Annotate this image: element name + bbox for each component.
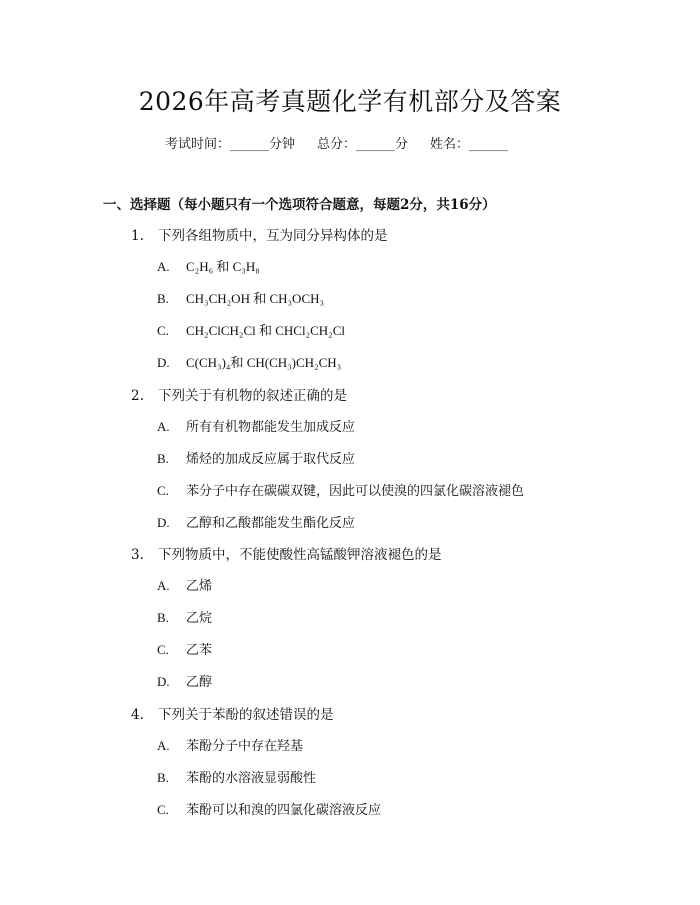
option-3d	[157, 671, 212, 690]
option-text: 苯分子中存在碳碳双键，因此可以使溴的四氯化碳溶液褪色	[186, 484, 525, 499]
option-text: 苯酚可以和溴的四氯化碳溶液反应	[186, 803, 382, 818]
option-letter: B.	[157, 610, 169, 625]
question-number: 4.	[131, 707, 144, 723]
option-text: 乙醇	[186, 675, 213, 690]
question-1	[131, 224, 388, 244]
option-letter: C.	[157, 802, 169, 817]
document-title: 2026年高考真题化学有机部分及答案	[138, 87, 562, 116]
exam-meta	[165, 133, 508, 152]
option-text: C₂H₆ 和 C₃H₈	[186, 259, 260, 274]
option-text: 苯酚的水溶液显弱酸性	[186, 771, 317, 786]
option-text: 乙烯	[186, 579, 213, 594]
option-3c	[157, 639, 212, 658]
option-text: CH₂ClCH₂Cl 和 CHCl₂CH₂Cl	[186, 323, 345, 338]
question-4	[131, 703, 334, 723]
option-text: 乙苯	[186, 643, 213, 658]
option-2c	[157, 480, 524, 499]
option-letter: A.	[157, 738, 170, 753]
option-1a	[157, 256, 260, 275]
option-letter: B.	[157, 770, 169, 785]
option-1b	[157, 288, 324, 307]
option-letter: D.	[157, 515, 170, 530]
option-2b	[157, 448, 355, 467]
option-text: 苯酚分子中存在羟基	[186, 739, 304, 754]
option-4a	[157, 735, 303, 754]
option-text: 乙烷	[186, 611, 213, 626]
option-letter: C.	[157, 483, 169, 498]
option-letter: A.	[157, 259, 170, 274]
option-letter: C.	[157, 642, 169, 657]
question-stem: 下列关于有机物的叙述正确的是	[158, 388, 347, 404]
option-text: 乙醇和乙酸都能发生酯化反应	[186, 516, 356, 531]
name-field: 姓名：______	[430, 137, 509, 152]
option-2a	[157, 416, 355, 435]
question-2	[131, 384, 347, 404]
option-2d	[157, 512, 355, 531]
question-number: 2.	[131, 388, 144, 404]
total-score-field: 总分：______分	[317, 137, 409, 152]
question-stem: 下列各组物质中，互为同分异构体的是	[158, 228, 388, 244]
option-3b	[157, 607, 212, 626]
question-stem: 下列关于苯酚的叙述错误的是	[158, 707, 334, 723]
option-1c	[157, 320, 345, 339]
question-stem: 下列物质中，不能使酸性高锰酸钾溶液褪色的是	[158, 547, 442, 563]
option-letter: A.	[157, 419, 170, 434]
option-letter: C.	[157, 323, 169, 338]
option-text: C(CH₃)₄和 CH(CH₃)CH₂CH₃	[186, 355, 342, 370]
section-heading: 一、选择题（每小题只有一个选项符合题意，每题2分，共16分）	[103, 197, 496, 213]
question-number: 1.	[131, 228, 144, 244]
option-letter: D.	[157, 674, 170, 689]
exam-time-field: 考试时间：______分钟	[165, 137, 296, 152]
option-letter: A.	[157, 578, 170, 593]
option-letter: B.	[157, 291, 169, 306]
option-text: 所有有机物都能发生加成反应	[186, 420, 356, 435]
option-text: 烯烃的加成反应属于取代反应	[186, 452, 356, 467]
option-letter: D.	[157, 355, 170, 370]
option-3a	[157, 575, 212, 594]
option-text: CH₃CH₂OH 和 CH₃OCH₃	[186, 291, 325, 306]
option-1d	[157, 352, 341, 371]
question-3	[131, 543, 442, 563]
question-number: 3.	[131, 547, 144, 563]
option-4b	[157, 767, 316, 786]
option-letter: B.	[157, 451, 169, 466]
option-4c	[157, 799, 381, 818]
